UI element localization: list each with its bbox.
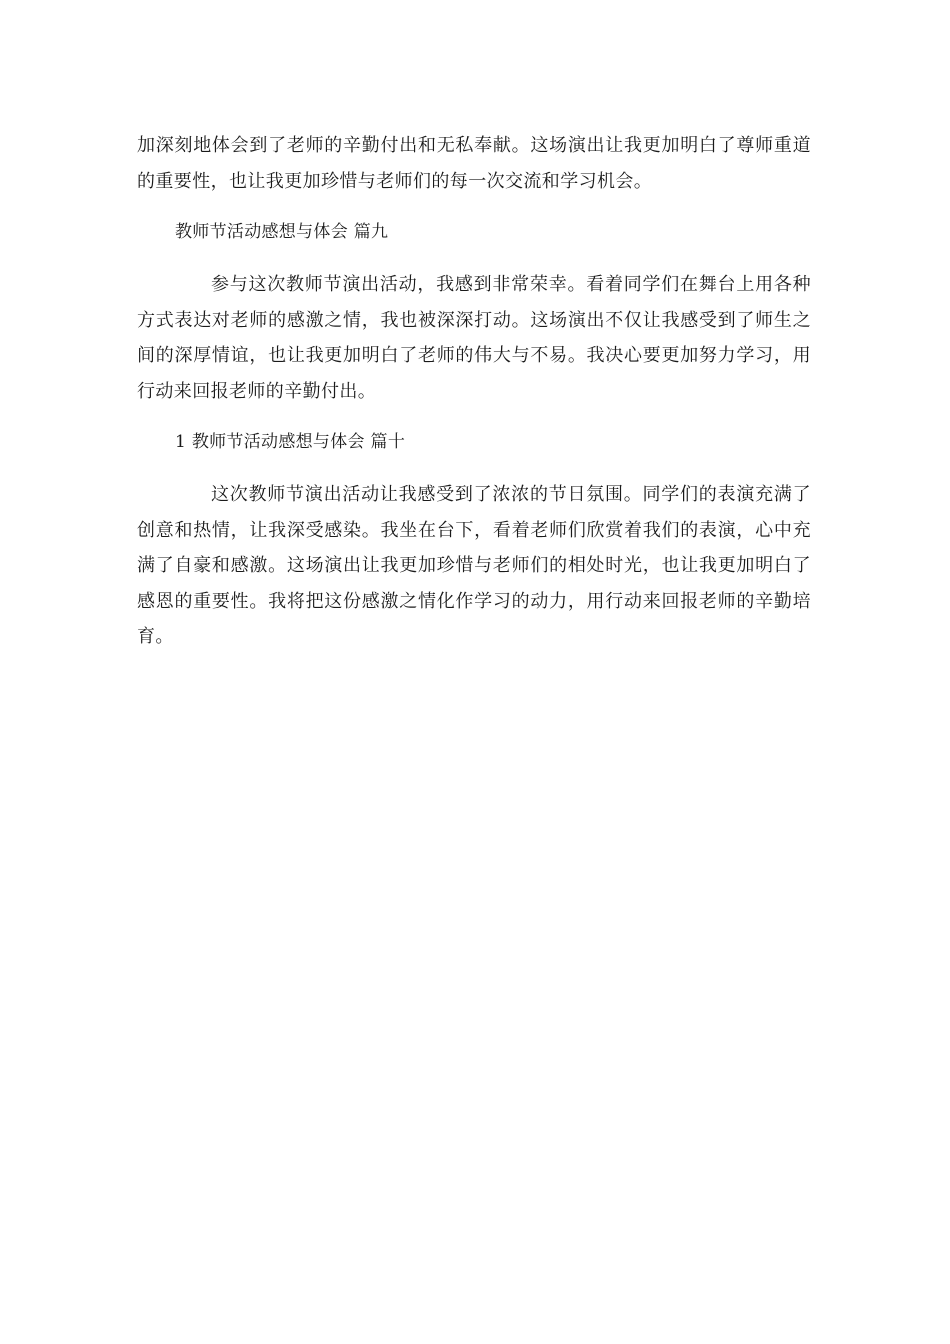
document-body <box>137 128 811 655</box>
spacer <box>137 199 811 217</box>
section-nine-heading: 教师节活动感想与体会 篇九 <box>175 222 389 242</box>
section-ten-paragraph: 这次教师节演出活动让我感受到了浓浓的节日氛围。同学们的表演充满了创意和热情，让我深受感染。我坐在台下，看着老师们欣赏着我们的表演，心中充满了自豪和感激。这场演出让我更加珍惜与老师们的相处时光，也让我更加明白了感恩的重要性。我将把这份感激之情化作学习的动力，用行动来回报老师的辛勤培育。 <box>137 484 811 647</box>
continuation-paragraph: 加深刻地体会到了老师的辛勤付出和无私奉献。这场演出让我更加明白了尊师重道的重要性，也让我更加珍惜与老师们的每一次交流和学习机会。 <box>137 135 811 192</box>
section-nine-paragraph: 参与这次教师节演出活动，我感到非常荣幸。看着同学们在舞台上用各种方式表达对老师的感激之情，我也被深深打动。这场演出不仅让我感受到了师生之间的深厚情谊，也让我更加明白了老师的伟大与不易。我决心要更加努力学习，用行动来回报老师的辛勤付出。 <box>137 274 811 402</box>
spacer <box>137 457 811 477</box>
spacer <box>137 247 811 267</box>
section-ten-heading: 1 教师节活动感想与体会 篇十 <box>175 432 406 452</box>
spacer <box>137 409 811 427</box>
